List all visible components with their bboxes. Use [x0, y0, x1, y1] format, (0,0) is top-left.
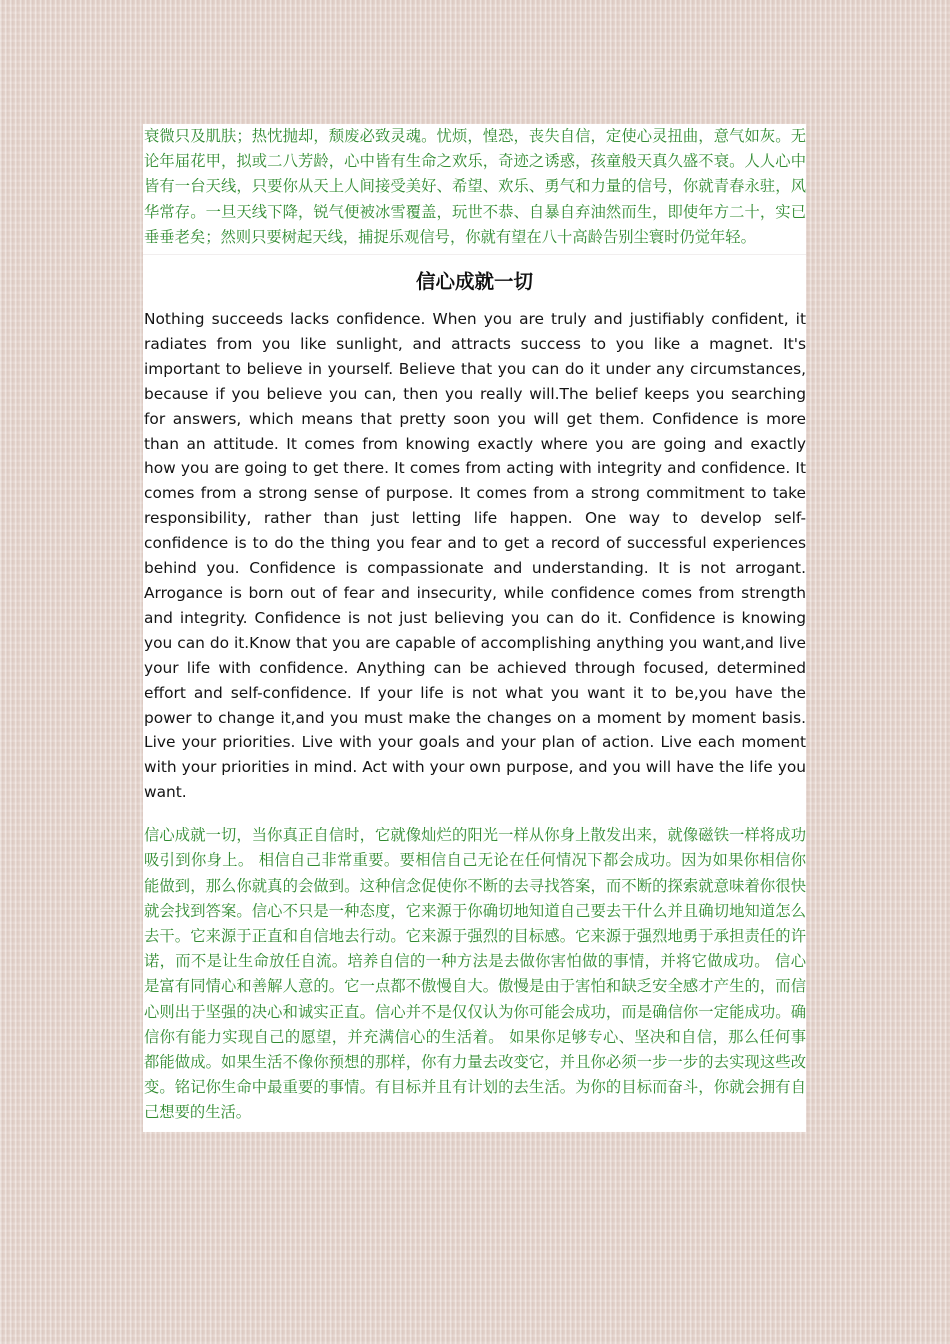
section-title: 信心成就一切	[415, 270, 533, 294]
chinese-translation-paragraph: 信心成就一切，当你真正自信时，它就像灿烂的阳光一样从你身上散发出来，就像磁铁一样将成功吸引到你身上。 相信自己非常重要。要相信自己无论在任何情况下都会成功。因为如果你相信你能做到，那么你就真的会做到。这种信念促使你不断的去寻找答案，而不断的探索就意味着你很快就会找到答案。信心不只是一种态度，它来源于你确切地知道自己要去干什么并且确切地知道怎么去干。它来源于正直和自信地去行动。它来源于强烈的目标感。它来源于强烈地勇于承担责任的许诺，而不是让生命放任自流。培养自信的一种方法是去做你害怕做的事情，并将它做成功。 信心是富有同情心和善解人意的。它一点都不傲慢自大。傲慢是由于害怕和缺乏安全感才产生的，而信心则出于坚强的决心和诚实正直。信心并不是仅仅认为你可能会成功，而是确信你一定能成功。确信你有能力实现自己的愿望，并充满信心的生活着。 如果你足够专心、坚决和自信，那么任何事都能做成。如果生活不像你预想的那样，你有力量去改变它，并且你必须一步一步的去实现这些改变。铭记你生命中最重要的事情。有目标并且有计划的去生活。为你的目标而奋斗，你就会拥有自己想要的生活。	[144, 826, 806, 1122]
section-divider	[143, 254, 806, 255]
document-page	[143, 124, 806, 1132]
paragraph-gap	[143, 805, 806, 823]
top-chinese-paragraph: 衰微只及肌肤；热忱抛却，颓废必致灵魂。忧烦，惶恐，丧失自信，定使心灵扭曲，意气如灰。无论年届花甲，拟或二八芳龄，心中皆有生命之欢乐，奇迹之诱惑，孩童般天真久盛不衰。人人心中皆有一台天线，只要你从天上人间接受美好、希望、欢乐、勇气和力量的信号，你就青春永驻，风华常存。一旦天线下降，锐气便被冰雪覆盖，玩世不恭、自暴自弃油然而生，即使年方二十，实已垂垂老矣；然则只要树起天线，捕捉乐观信号，你就有望在八十高龄告别尘寰时仍觉年轻。	[144, 127, 806, 246]
english-paragraph: Nothing succeeds lacks confidence. When you are truly and justifiably confident, it radiates from you like sunlight, and attracts success to you like a magnet. It's important to believe in yourself. Believe that you can do it under any circumstances, because if you believe you can, then you really will.The belief keeps you searching for answers, which means that pretty soon you will get them. Confidence is more than an attitude. It comes from knowing exactly where you are going and exactly how you are going to get there. It comes from acting with integrity and confidence. It comes from a strong sense of purpose. It comes from a strong commitment to take responsibility, rather than just letting life happen. One way to develop self-confidence is to do the thing you fear and to get a record of successful experiences behind you. Confidence is compassionate and understanding. It is not arrogant. Arrogance is born out of fear and insecurity, while confidence comes from strength and integrity. Confidence is not just believing you can do it. Confidence is knowing you can do it.Know that you are capable of accomplishing anything you want,and live your life with confidence. Anything can be achieved through focused, determined effort and self-confidence. If your life is not what you want it to be,you have the power to change it,and you must make the changes on a moment by moment basis. Live your priorities. Live with your goals and your plan of action. Live each moment with your priorities in mind. Act with your own purpose, and you will have the life you want.	[144, 310, 806, 802]
